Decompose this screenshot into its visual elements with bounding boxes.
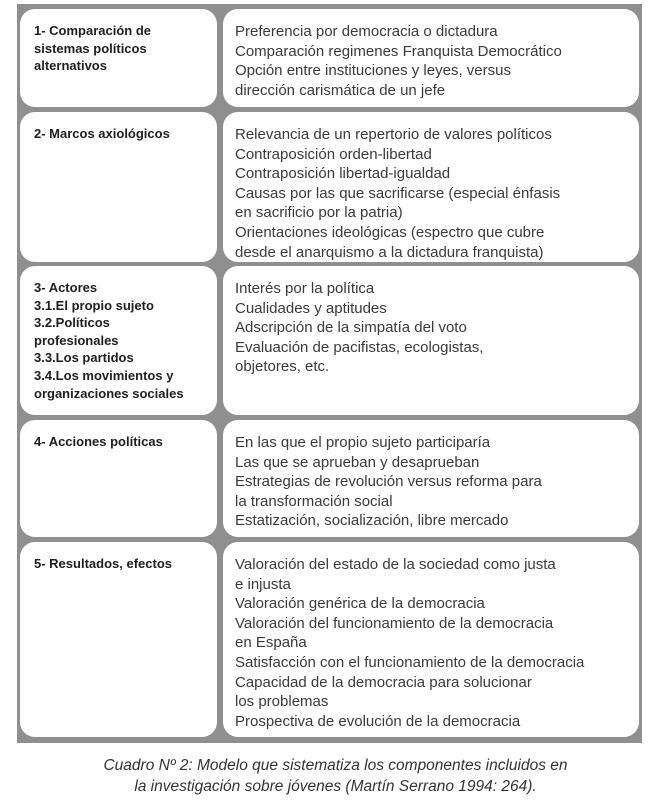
content-line: en España	[235, 634, 307, 652]
row-label: 3- Actores 3.1.El propio sujeto 3.2.Políticos profesionales 3.3.Los partidos 3.4.Los movimientos y organizaciones sociales	[34, 280, 184, 401]
content-line: desde el anarquismo a la dictadura franquista)	[235, 243, 544, 261]
content-line: objetores, etc.	[235, 358, 330, 376]
content-line: e injusta	[235, 575, 291, 593]
table-caption	[0, 755, 671, 797]
content-line: Valoración del estado de la sociedad como justa	[235, 556, 556, 573]
content-line: Opción entre instituciones y leyes, versus	[235, 62, 511, 80]
row-content-cell	[223, 420, 639, 537]
content-line: Las que se aprueban y desaprueban	[235, 453, 480, 471]
caption-line: Cuadro Nº 2: Modelo que sistematiza los componentes incluidos en	[103, 757, 568, 774]
content-line: Relevancia de un repertorio de valores políticos	[235, 126, 552, 143]
content-line: Orientaciones ideológicas (espectro que cubre	[235, 223, 545, 241]
content-line: Causas por las que sacrificarse (especial énfasis	[235, 184, 561, 202]
content-line: Contraposición orden-libertad	[235, 145, 432, 163]
table-row	[17, 420, 642, 537]
content-line: Estatización, socialización, libre mercado	[235, 512, 509, 530]
content-line: Preferencia por democracia o dictadura	[235, 23, 498, 40]
content-line: los problemas	[235, 693, 329, 711]
content-line: Valoración del funcionamiento de la democracia	[235, 614, 554, 632]
content-line: En las que el propio sujeto participaría	[235, 434, 491, 451]
row-label: 5- Resultados, efectos	[34, 556, 172, 571]
row-content-cell	[223, 542, 639, 737]
content-line: la transformación social	[235, 492, 393, 510]
row-label: 1- Comparación de sistemas políticos alternativos	[34, 23, 152, 74]
caption-line: la investigación sobre jóvenes (Martín Serrano 1994: 264).	[134, 778, 537, 795]
content-line: Evaluación de pacifistas, ecologistas,	[235, 338, 484, 356]
content-line: Estrategias de revolución versus reforma para	[235, 473, 542, 491]
row-label: 4- Acciones políticas	[34, 434, 163, 449]
row-label-cell	[20, 542, 217, 737]
content-line: Capacidad de la democracia para solucionar	[235, 673, 532, 691]
table-row	[17, 9, 642, 107]
content-line: Prospectiva de evolución de la democracia	[235, 712, 521, 730]
row-label-cell	[20, 420, 217, 537]
row-content-cell	[223, 266, 639, 415]
content-line: Valoración genérica de la democracia	[235, 595, 485, 613]
row-content-cell	[223, 9, 639, 107]
table-row	[17, 266, 642, 415]
row-label-cell	[20, 112, 217, 262]
content-line: Cualidades y aptitudes	[235, 299, 387, 317]
content-line: Interés por la política	[235, 280, 375, 297]
row-label-cell	[20, 266, 217, 415]
components-table	[17, 4, 642, 743]
content-line: Comparación regimenes Franquista Democrático	[235, 42, 562, 60]
row-content-cell	[223, 112, 639, 262]
table-row	[17, 112, 642, 262]
content-line: dirección carismática de un jefe	[235, 81, 446, 99]
row-label-cell	[20, 9, 217, 107]
content-line: en sacrificio por la patria)	[235, 204, 403, 222]
row-label: 2- Marcos axiológicos	[34, 126, 170, 141]
content-line: Contraposición libertad-igualdad	[235, 165, 451, 183]
content-line: Adscripción de la simpatía del voto	[235, 319, 467, 337]
content-line: Satisfacción con el funcionamiento de la democracia	[235, 653, 585, 671]
table-row	[17, 542, 642, 737]
